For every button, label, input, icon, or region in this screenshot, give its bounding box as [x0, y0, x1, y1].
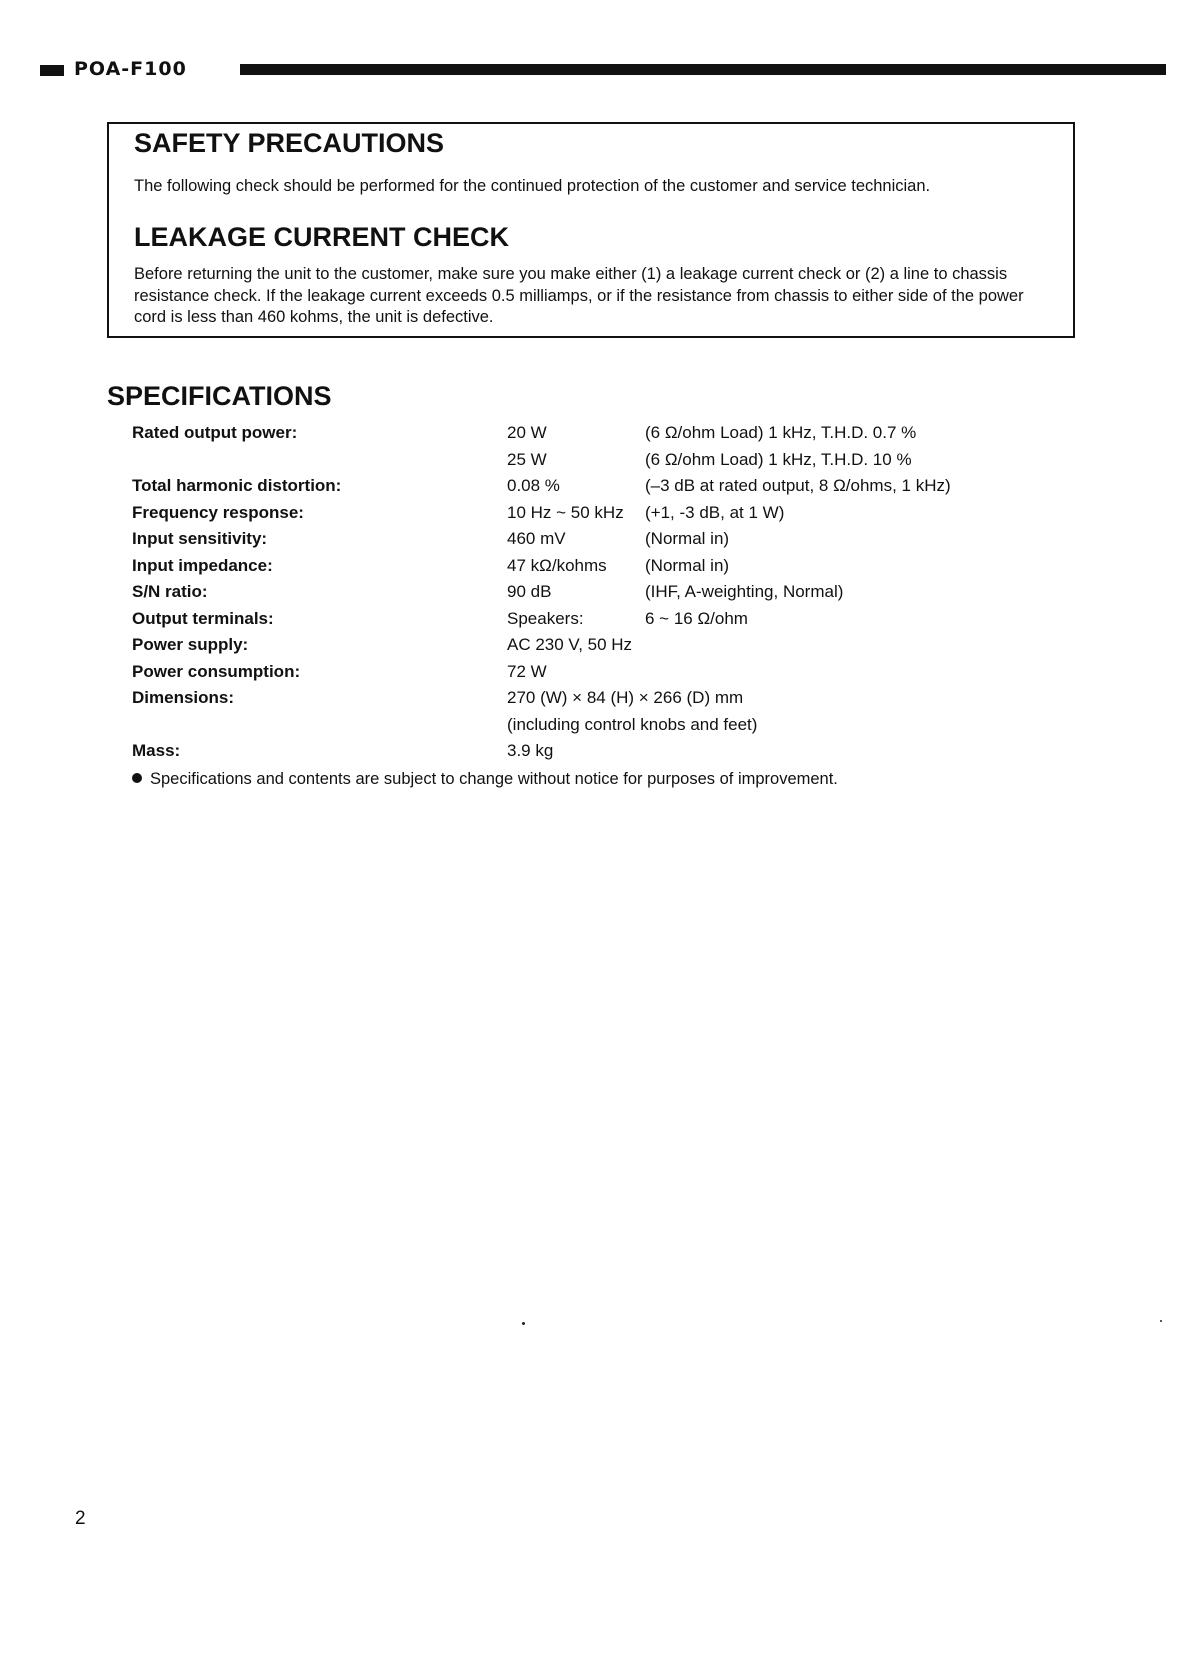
page-number: 2 [75, 1508, 86, 1529]
header-block [40, 65, 64, 76]
spec-label: Total harmonic distortion: [132, 476, 342, 495]
spec-label: Frequency response: [132, 502, 304, 522]
spec-label: Power consumption: [132, 661, 301, 681]
spec-detail: (Normal in) [645, 555, 730, 575]
spec-detail: (+1, -3 dB, at 1 W) [645, 502, 785, 522]
spec-label: Power supply: [132, 635, 249, 654]
spec-row [132, 659, 1032, 686]
spec-value: AC 230 V, 50 Hz [507, 635, 633, 654]
spec-row [132, 526, 1032, 553]
spec-detail: (IHF, A-weighting, Normal) [645, 582, 844, 601]
spec-label: S/N ratio: [132, 582, 208, 601]
spec-value: 0.08 % [507, 476, 560, 495]
spec-label: Input sensitivity: [132, 529, 268, 548]
spec-value: 460 mV [507, 529, 566, 548]
spec-label: Mass: [132, 741, 181, 760]
scan-speck [522, 1322, 525, 1325]
safety-heading: SAFETY PRECAUTIONS [134, 128, 445, 158]
spec-note [132, 768, 838, 790]
spec-row [132, 579, 1032, 606]
scan-speck [1160, 1320, 1162, 1322]
spec-value: 90 dB [507, 582, 552, 601]
spec-label [132, 447, 507, 474]
spec-value: 20 W [507, 423, 547, 442]
spec-value: 270 (W) × 84 (H) × 266 (D) mm [507, 688, 744, 707]
safety-box [107, 122, 1075, 338]
spec-detail: (–3 dB at rated output, 8 Ω/ohms, 1 kHz) [645, 476, 951, 495]
spec-row [132, 606, 1032, 633]
spec-value: (including control knobs and feet) [507, 714, 758, 734]
specifications-heading: SPECIFICATIONS [107, 381, 332, 411]
specifications-table [132, 420, 1032, 765]
spec-label [132, 712, 507, 739]
spec-row [132, 738, 1032, 765]
spec-value: 3.9 kg [507, 741, 554, 760]
spec-row [132, 447, 1032, 474]
spec-label: Input impedance: [132, 555, 273, 575]
spec-value: 25 W [507, 449, 547, 469]
spec-detail: 6 ~ 16 Ω/ohm [645, 608, 748, 628]
spec-row [132, 712, 1032, 739]
spec-row [132, 553, 1032, 580]
spec-row [132, 420, 1032, 447]
spec-detail: (6 Ω/ohm Load) 1 kHz, T.H.D. 0.7 % [645, 423, 917, 442]
spec-row [132, 685, 1032, 712]
spec-row [132, 632, 1032, 659]
spec-detail: (6 Ω/ohm Load) 1 kHz, T.H.D. 10 % [645, 449, 912, 469]
spec-detail: (Normal in) [645, 529, 730, 548]
spec-row [132, 500, 1032, 527]
model-name: POA-F100 [74, 59, 193, 79]
spec-value: 10 Hz ~ 50 kHz [507, 502, 624, 522]
bullet-icon [132, 773, 142, 783]
leakage-text: Before returning the unit to the customer, make sure you make either (1) a leakage current check or (2) a line to chassis resistance check. If the leakage current exceeds 0.5 milliamps, or if the resistance from chassis to either side of the power cord is less than 460 kohms, the unit is defective. [134, 265, 1024, 326]
spec-label: Dimensions: [132, 688, 235, 707]
leakage-heading: LEAKAGE CURRENT CHECK [134, 222, 510, 252]
spec-label: Rated output power: [132, 423, 298, 442]
safety-text: The following check should be performed for the continued protection of the customer and service technician. [134, 177, 931, 195]
spec-value: 72 W [507, 661, 547, 681]
spec-value: 47 kΩ/kohms [507, 555, 607, 575]
header-bar [40, 58, 1166, 80]
spec-row [132, 473, 1032, 500]
header-rule [240, 64, 1166, 75]
spec-value: Speakers: [507, 608, 584, 628]
spec-label: Output terminals: [132, 608, 274, 628]
spec-note-text: Specifications and contents are subject to change without notice for purposes of improvement. [150, 770, 838, 788]
